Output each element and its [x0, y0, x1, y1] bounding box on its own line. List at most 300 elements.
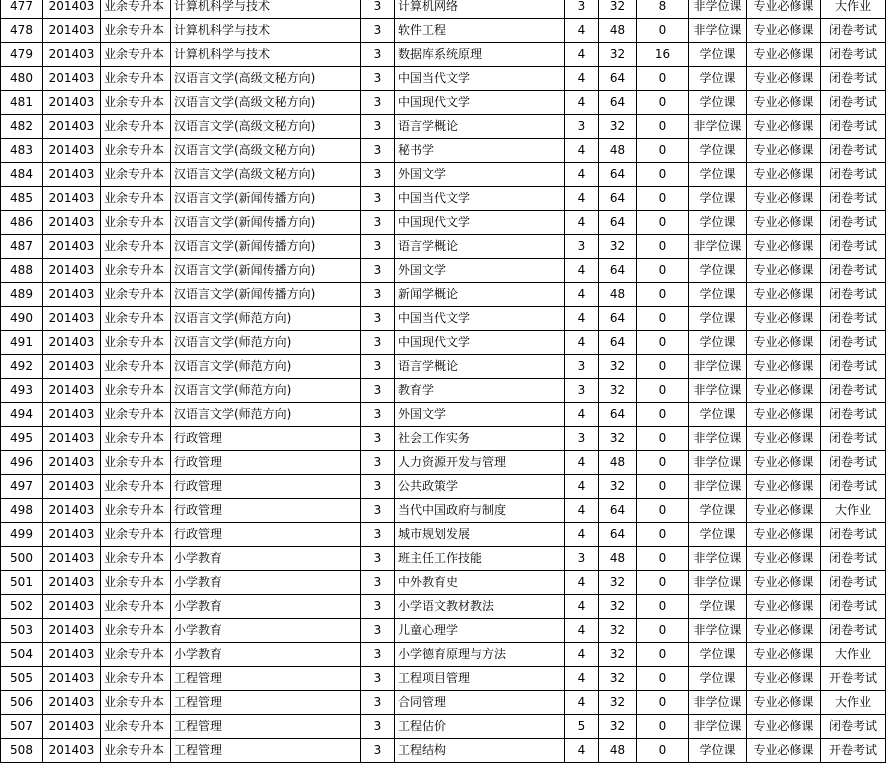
credits-cell: 4 — [565, 307, 599, 331]
duration-cell: 3 — [361, 691, 395, 715]
term-cell: 201403 — [43, 187, 101, 211]
lab-hours-cell: 0 — [637, 403, 689, 427]
major-cell: 计算机科学与技术 — [171, 19, 361, 43]
program-type-cell: 业余专升本 — [101, 475, 171, 499]
exam-type-cell: 闭卷考试 — [821, 307, 886, 331]
program-type-cell: 业余专升本 — [101, 571, 171, 595]
course-name-cell: 新闻学概论 — [395, 283, 565, 307]
course-category-cell: 专业必修课 — [747, 499, 821, 523]
term-cell: 201403 — [43, 235, 101, 259]
program-type-cell: 业余专升本 — [101, 331, 171, 355]
exam-type-cell: 闭卷考试 — [821, 163, 886, 187]
table-row — [1, 523, 886, 547]
exam-type-cell: 闭卷考试 — [821, 235, 886, 259]
hours-cell: 32 — [599, 643, 637, 667]
lab-hours-cell: 0 — [637, 643, 689, 667]
exam-type-cell: 闭卷考试 — [821, 115, 886, 139]
hours-cell: 32 — [599, 475, 637, 499]
course-category-cell: 专业必修课 — [747, 331, 821, 355]
course-name-cell: 公共政策学 — [395, 475, 565, 499]
exam-type-cell: 闭卷考试 — [821, 547, 886, 571]
major-cell: 小学教育 — [171, 643, 361, 667]
hours-cell: 48 — [599, 739, 637, 763]
program-type-cell: 业余专升本 — [101, 259, 171, 283]
table-row — [1, 43, 886, 67]
table-row — [1, 355, 886, 379]
degree-type-cell: 学位课 — [689, 523, 747, 547]
table-row — [1, 499, 886, 523]
program-type-cell: 业余专升本 — [101, 739, 171, 763]
table-row — [1, 307, 886, 331]
major-cell: 汉语言文学(新闻传播方向) — [171, 235, 361, 259]
duration-cell: 3 — [361, 571, 395, 595]
course-category-cell: 专业必修课 — [747, 19, 821, 43]
lab-hours-cell: 0 — [637, 211, 689, 235]
table-row — [1, 0, 886, 19]
hours-cell: 32 — [599, 43, 637, 67]
exam-type-cell: 闭卷考试 — [821, 355, 886, 379]
lab-hours-cell: 0 — [637, 259, 689, 283]
exam-type-cell: 开卷考试 — [821, 739, 886, 763]
exam-type-cell: 闭卷考试 — [821, 523, 886, 547]
row-number-cell: 495 — [1, 427, 43, 451]
program-type-cell: 业余专升本 — [101, 667, 171, 691]
duration-cell: 3 — [361, 19, 395, 43]
program-type-cell: 业余专升本 — [101, 691, 171, 715]
hours-cell: 32 — [599, 235, 637, 259]
credits-cell: 4 — [565, 139, 599, 163]
table-row — [1, 667, 886, 691]
lab-hours-cell: 0 — [637, 691, 689, 715]
duration-cell: 3 — [361, 715, 395, 739]
duration-cell: 3 — [361, 499, 395, 523]
table-row — [1, 283, 886, 307]
table-row — [1, 115, 886, 139]
course-name-cell: 合同管理 — [395, 691, 565, 715]
major-cell: 汉语言文学(师范方向) — [171, 331, 361, 355]
row-number-cell: 505 — [1, 667, 43, 691]
course-name-cell: 外国文学 — [395, 163, 565, 187]
program-type-cell: 业余专升本 — [101, 547, 171, 571]
exam-type-cell: 大作业 — [821, 499, 886, 523]
major-cell: 工程管理 — [171, 667, 361, 691]
hours-cell: 48 — [599, 19, 637, 43]
course-category-cell: 专业必修课 — [747, 739, 821, 763]
lab-hours-cell: 0 — [637, 499, 689, 523]
lab-hours-cell: 0 — [637, 475, 689, 499]
program-type-cell: 业余专升本 — [101, 427, 171, 451]
term-cell: 201403 — [43, 451, 101, 475]
row-number-cell: 504 — [1, 643, 43, 667]
major-cell: 小学教育 — [171, 547, 361, 571]
lab-hours-cell: 16 — [637, 43, 689, 67]
exam-type-cell: 大作业 — [821, 691, 886, 715]
credits-cell: 3 — [565, 235, 599, 259]
program-type-cell: 业余专升本 — [101, 19, 171, 43]
term-cell: 201403 — [43, 91, 101, 115]
hours-cell: 32 — [599, 691, 637, 715]
course-category-cell: 专业必修课 — [747, 403, 821, 427]
lab-hours-cell: 0 — [637, 283, 689, 307]
term-cell: 201403 — [43, 115, 101, 139]
credits-cell: 5 — [565, 715, 599, 739]
degree-type-cell: 学位课 — [689, 259, 747, 283]
program-type-cell: 业余专升本 — [101, 595, 171, 619]
duration-cell: 3 — [361, 211, 395, 235]
term-cell: 201403 — [43, 739, 101, 763]
row-number-cell: 499 — [1, 523, 43, 547]
table-row — [1, 403, 886, 427]
course-category-cell: 专业必修课 — [747, 379, 821, 403]
course-name-cell: 中国现代文学 — [395, 91, 565, 115]
course-name-cell: 数据库系统原理 — [395, 43, 565, 67]
row-number-cell: 478 — [1, 19, 43, 43]
hours-cell: 64 — [599, 259, 637, 283]
major-cell: 汉语言文学(高级文秘方向) — [171, 67, 361, 91]
term-cell: 201403 — [43, 523, 101, 547]
row-number-cell: 490 — [1, 307, 43, 331]
hours-cell: 32 — [599, 667, 637, 691]
major-cell: 汉语言文学(高级文秘方向) — [171, 91, 361, 115]
course-category-cell: 专业必修课 — [747, 427, 821, 451]
duration-cell: 3 — [361, 427, 395, 451]
program-type-cell: 业余专升本 — [101, 67, 171, 91]
row-number-cell: 497 — [1, 475, 43, 499]
program-type-cell: 业余专升本 — [101, 403, 171, 427]
row-number-cell: 482 — [1, 115, 43, 139]
major-cell: 汉语言文学(师范方向) — [171, 307, 361, 331]
program-type-cell: 业余专升本 — [101, 187, 171, 211]
table-row — [1, 67, 886, 91]
table-row — [1, 571, 886, 595]
credits-cell: 3 — [565, 379, 599, 403]
row-number-cell: 480 — [1, 67, 43, 91]
exam-type-cell: 闭卷考试 — [821, 475, 886, 499]
course-category-cell: 专业必修课 — [747, 523, 821, 547]
lab-hours-cell: 0 — [637, 187, 689, 211]
credits-cell: 4 — [565, 619, 599, 643]
degree-type-cell: 非学位课 — [689, 715, 747, 739]
lab-hours-cell: 0 — [637, 619, 689, 643]
degree-type-cell: 学位课 — [689, 643, 747, 667]
exam-type-cell: 闭卷考试 — [821, 187, 886, 211]
degree-type-cell: 学位课 — [689, 739, 747, 763]
table-row — [1, 547, 886, 571]
program-type-cell: 业余专升本 — [101, 451, 171, 475]
major-cell: 小学教育 — [171, 619, 361, 643]
credits-cell: 3 — [565, 0, 599, 19]
major-cell: 行政管理 — [171, 475, 361, 499]
course-name-cell: 班主任工作技能 — [395, 547, 565, 571]
program-type-cell: 业余专升本 — [101, 163, 171, 187]
hours-cell: 32 — [599, 427, 637, 451]
row-number-cell: 492 — [1, 355, 43, 379]
term-cell: 201403 — [43, 379, 101, 403]
course-category-cell: 专业必修课 — [747, 211, 821, 235]
course-category-cell: 专业必修课 — [747, 571, 821, 595]
degree-type-cell: 学位课 — [689, 283, 747, 307]
course-name-cell: 工程项目管理 — [395, 667, 565, 691]
row-number-cell: 507 — [1, 715, 43, 739]
course-category-cell: 专业必修课 — [747, 283, 821, 307]
course-name-cell: 工程结构 — [395, 739, 565, 763]
term-cell: 201403 — [43, 67, 101, 91]
program-type-cell: 业余专升本 — [101, 211, 171, 235]
lab-hours-cell: 0 — [637, 307, 689, 331]
credits-cell: 3 — [565, 355, 599, 379]
lab-hours-cell: 0 — [637, 67, 689, 91]
credits-cell: 4 — [565, 643, 599, 667]
term-cell: 201403 — [43, 43, 101, 67]
credits-cell: 4 — [565, 571, 599, 595]
exam-type-cell: 闭卷考试 — [821, 211, 886, 235]
hours-cell: 32 — [599, 355, 637, 379]
term-cell: 201403 — [43, 355, 101, 379]
course-name-cell: 人力资源开发与管理 — [395, 451, 565, 475]
course-name-cell: 小学德育原理与方法 — [395, 643, 565, 667]
duration-cell: 3 — [361, 283, 395, 307]
course-name-cell: 语言学概论 — [395, 235, 565, 259]
hours-cell: 32 — [599, 715, 637, 739]
course-name-cell: 当代中国政府与制度 — [395, 499, 565, 523]
credits-cell: 4 — [565, 595, 599, 619]
row-number-cell: 508 — [1, 739, 43, 763]
duration-cell: 3 — [361, 43, 395, 67]
course-name-cell: 中国当代文学 — [395, 187, 565, 211]
degree-type-cell: 非学位课 — [689, 235, 747, 259]
program-type-cell: 业余专升本 — [101, 235, 171, 259]
degree-type-cell: 学位课 — [689, 91, 747, 115]
term-cell: 201403 — [43, 595, 101, 619]
exam-type-cell: 大作业 — [821, 643, 886, 667]
duration-cell: 3 — [361, 0, 395, 19]
major-cell: 汉语言文学(新闻传播方向) — [171, 259, 361, 283]
major-cell: 工程管理 — [171, 691, 361, 715]
hours-cell: 64 — [599, 523, 637, 547]
table-row — [1, 91, 886, 115]
credits-cell: 3 — [565, 427, 599, 451]
duration-cell: 3 — [361, 739, 395, 763]
degree-type-cell: 学位课 — [689, 331, 747, 355]
row-number-cell: 485 — [1, 187, 43, 211]
term-cell: 201403 — [43, 619, 101, 643]
major-cell: 工程管理 — [171, 715, 361, 739]
course-category-cell: 专业必修课 — [747, 667, 821, 691]
credits-cell: 4 — [565, 19, 599, 43]
row-number-cell: 486 — [1, 211, 43, 235]
major-cell: 汉语言文学(高级文秘方向) — [171, 139, 361, 163]
row-number-cell: 487 — [1, 235, 43, 259]
credits-cell: 4 — [565, 739, 599, 763]
course-category-cell: 专业必修课 — [747, 547, 821, 571]
row-number-cell: 484 — [1, 163, 43, 187]
lab-hours-cell: 0 — [637, 451, 689, 475]
duration-cell: 3 — [361, 475, 395, 499]
duration-cell: 3 — [361, 595, 395, 619]
table-row — [1, 715, 886, 739]
term-cell: 201403 — [43, 667, 101, 691]
course-category-cell: 专业必修课 — [747, 163, 821, 187]
lab-hours-cell: 0 — [637, 163, 689, 187]
exam-type-cell: 开卷考试 — [821, 667, 886, 691]
course-category-cell: 专业必修课 — [747, 139, 821, 163]
exam-type-cell: 大作业 — [821, 0, 886, 19]
course-name-cell: 秘书学 — [395, 139, 565, 163]
course-name-cell: 教育学 — [395, 379, 565, 403]
course-name-cell: 中国现代文学 — [395, 211, 565, 235]
table-row — [1, 379, 886, 403]
degree-type-cell: 学位课 — [689, 667, 747, 691]
hours-cell: 64 — [599, 307, 637, 331]
table-row — [1, 427, 886, 451]
term-cell: 201403 — [43, 475, 101, 499]
course-category-cell: 专业必修课 — [747, 235, 821, 259]
course-name-cell: 语言学概论 — [395, 355, 565, 379]
lab-hours-cell: 0 — [637, 523, 689, 547]
major-cell: 工程管理 — [171, 739, 361, 763]
table-row — [1, 643, 886, 667]
term-cell: 201403 — [43, 0, 101, 19]
duration-cell: 3 — [361, 331, 395, 355]
course-category-cell: 专业必修课 — [747, 67, 821, 91]
major-cell: 汉语言文学(高级文秘方向) — [171, 163, 361, 187]
row-number-cell: 506 — [1, 691, 43, 715]
hours-cell: 64 — [599, 91, 637, 115]
course-category-cell: 专业必修课 — [747, 355, 821, 379]
row-number-cell: 503 — [1, 619, 43, 643]
exam-type-cell: 闭卷考试 — [821, 571, 886, 595]
degree-type-cell: 学位课 — [689, 187, 747, 211]
lab-hours-cell: 0 — [637, 427, 689, 451]
table-row — [1, 211, 886, 235]
hours-cell: 64 — [599, 331, 637, 355]
course-category-cell: 专业必修课 — [747, 643, 821, 667]
hours-cell: 64 — [599, 211, 637, 235]
hours-cell: 64 — [599, 67, 637, 91]
exam-type-cell: 闭卷考试 — [821, 427, 886, 451]
credits-cell: 4 — [565, 499, 599, 523]
degree-type-cell: 学位课 — [689, 403, 747, 427]
table-row — [1, 739, 886, 763]
hours-cell: 64 — [599, 499, 637, 523]
credits-cell: 3 — [565, 547, 599, 571]
degree-type-cell: 学位课 — [689, 43, 747, 67]
credits-cell: 4 — [565, 331, 599, 355]
degree-type-cell: 学位课 — [689, 211, 747, 235]
course-name-cell: 中外教育史 — [395, 571, 565, 595]
credits-cell: 4 — [565, 403, 599, 427]
course-name-cell: 城市规划发展 — [395, 523, 565, 547]
exam-type-cell: 闭卷考试 — [821, 91, 886, 115]
major-cell: 小学教育 — [171, 595, 361, 619]
row-number-cell: 502 — [1, 595, 43, 619]
term-cell: 201403 — [43, 499, 101, 523]
duration-cell: 3 — [361, 403, 395, 427]
major-cell: 汉语言文学(师范方向) — [171, 355, 361, 379]
duration-cell: 3 — [361, 379, 395, 403]
credits-cell: 4 — [565, 43, 599, 67]
exam-type-cell: 闭卷考试 — [821, 715, 886, 739]
lab-hours-cell: 0 — [637, 739, 689, 763]
major-cell: 行政管理 — [171, 451, 361, 475]
degree-type-cell: 非学位课 — [689, 427, 747, 451]
major-cell: 小学教育 — [171, 571, 361, 595]
exam-type-cell: 闭卷考试 — [821, 595, 886, 619]
hours-cell: 32 — [599, 379, 637, 403]
table-row — [1, 187, 886, 211]
hours-cell: 32 — [599, 571, 637, 595]
row-number-cell: 496 — [1, 451, 43, 475]
program-type-cell: 业余专升本 — [101, 379, 171, 403]
lab-hours-cell: 0 — [637, 547, 689, 571]
major-cell: 汉语言文学(高级文秘方向) — [171, 115, 361, 139]
major-cell: 行政管理 — [171, 523, 361, 547]
duration-cell: 3 — [361, 643, 395, 667]
row-number-cell: 498 — [1, 499, 43, 523]
major-cell: 汉语言文学(新闻传播方向) — [171, 187, 361, 211]
row-number-cell: 479 — [1, 43, 43, 67]
program-type-cell: 业余专升本 — [101, 715, 171, 739]
hours-cell: 48 — [599, 283, 637, 307]
course-name-cell: 中国当代文学 — [395, 307, 565, 331]
major-cell: 汉语言文学(师范方向) — [171, 403, 361, 427]
program-type-cell: 业余专升本 — [101, 523, 171, 547]
duration-cell: 3 — [361, 259, 395, 283]
major-cell: 汉语言文学(新闻传播方向) — [171, 211, 361, 235]
hours-cell: 48 — [599, 547, 637, 571]
course-name-cell: 中国现代文学 — [395, 331, 565, 355]
term-cell: 201403 — [43, 547, 101, 571]
hours-cell: 64 — [599, 163, 637, 187]
duration-cell: 3 — [361, 187, 395, 211]
program-type-cell: 业余专升本 — [101, 355, 171, 379]
credits-cell: 4 — [565, 475, 599, 499]
term-cell: 201403 — [43, 331, 101, 355]
table-row — [1, 451, 886, 475]
major-cell: 汉语言文学(师范方向) — [171, 379, 361, 403]
degree-type-cell: 非学位课 — [689, 691, 747, 715]
duration-cell: 3 — [361, 451, 395, 475]
duration-cell: 3 — [361, 235, 395, 259]
credits-cell: 4 — [565, 259, 599, 283]
course-name-cell: 社会工作实务 — [395, 427, 565, 451]
course-category-cell: 专业必修课 — [747, 43, 821, 67]
course-name-cell: 外国文学 — [395, 259, 565, 283]
duration-cell: 3 — [361, 619, 395, 643]
lab-hours-cell: 0 — [637, 667, 689, 691]
row-number-cell: 491 — [1, 331, 43, 355]
degree-type-cell: 学位课 — [689, 499, 747, 523]
hours-cell: 32 — [599, 0, 637, 19]
hours-cell: 48 — [599, 139, 637, 163]
major-cell: 行政管理 — [171, 427, 361, 451]
program-type-cell: 业余专升本 — [101, 91, 171, 115]
course-category-cell: 专业必修课 — [747, 307, 821, 331]
program-type-cell: 业余专升本 — [101, 499, 171, 523]
degree-type-cell: 非学位课 — [689, 19, 747, 43]
degree-type-cell: 非学位课 — [689, 475, 747, 499]
term-cell: 201403 — [43, 19, 101, 43]
table-body — [1, 0, 886, 763]
degree-type-cell: 学位课 — [689, 595, 747, 619]
course-name-cell: 中国当代文学 — [395, 67, 565, 91]
course-name-cell: 语言学概论 — [395, 115, 565, 139]
lab-hours-cell: 0 — [637, 235, 689, 259]
term-cell: 201403 — [43, 427, 101, 451]
row-number-cell: 483 — [1, 139, 43, 163]
table-row — [1, 163, 886, 187]
exam-type-cell: 闭卷考试 — [821, 19, 886, 43]
